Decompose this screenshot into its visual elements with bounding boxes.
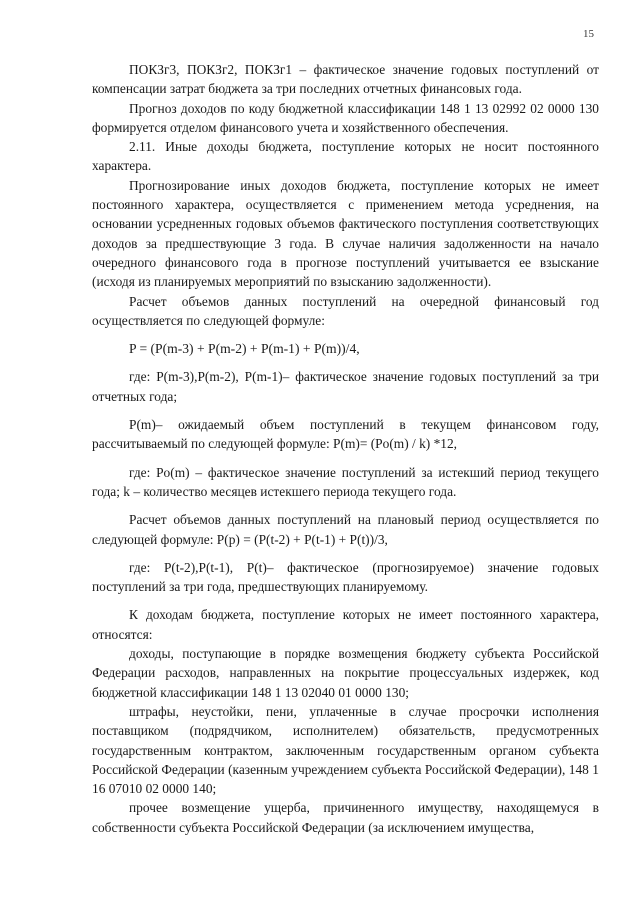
paragraph-formula-where-1: где: P(m-3),P(m-2), P(m-1)– фактическое значение годовых поступлений за три отчетных года;	[92, 369, 599, 404]
paragraph-forecast-code: Прогноз доходов по коду бюджетной классификации 148 1 13 02992 02 0000 130 формируется отделом финансового учета и хозяйственного обеспечения.	[92, 100, 599, 135]
paragraph-calculation-intro: Расчет объемов данных поступлений на очередной финансовый год осуществляется по следующей формуле:	[92, 293, 599, 328]
section-heading-2-11: 2.11. Иные доходы бюджета, поступление которых не носит постоянного характера.	[92, 139, 599, 174]
formula-p-average: P = (P(m-3) + P(m-2) + P(m-1) + P(m))/4,	[129, 341, 360, 357]
page-number: 15	[583, 28, 594, 40]
paragraph-formula-where-2: где: Po(m) – фактическое значение поступлений за истекший период текущего года; k – количество месяцев истекшего периода текущего года.	[92, 464, 599, 499]
paragraph-formula-where-3: где: P(t-2),P(t-1), P(t)– фактическое (прогнозируемое) значение годовых поступлений за три года, предшествующих планируемому.	[92, 559, 599, 595]
paragraph-expected-volume: P(m)– ожидаемый объем поступлений в текущем финансовом году, рассчитываемый по следующей формуле: P(m)= (Po(m) / k) *12,	[92, 417, 599, 452]
paragraph-forecast-method: Прогнозирование иных доходов бюджета, поступление которых не имеет постоянного характера, осуществляется с применением метода усреднения, на основании усредненных годовых объемов фактического поступления соответствующих доходов за предшествующие 3 года. В случае наличия задолженности на начало очередного финансового года в прогнозе поступлений учитывается ее взыскание (исходя из планируемых мероприятий по взысканию задолженности).	[92, 177, 599, 290]
list-item-fines: штрафы, неустойки, пени, уплаченные в случае просрочки исполнения поставщиком (подрядчиком, исполнителем) обязательств, предусмотренных государственным контрактом, заключенным государственным органом субъекта Российской Федерации (казенным учреждением субъекта Российской Федерации), 148 1 16 07010 02 0000 140;	[92, 703, 599, 797]
list-item-damage-compensation: прочее возмещение ущерба, причиненного имуществу, находящемуся в собственности субъекта Российской Федерации (за исключением имущества,	[92, 800, 599, 835]
document-body	[92, 60, 599, 837]
paragraph-income-list-intro: К доходам бюджета, поступление которых не имеет постоянного характера, относятся:	[92, 607, 599, 642]
paragraph-pokz-definition: ПОКЗг3, ПОКЗг2, ПОКЗг1 – фактическое значение годовых поступлений от компенсации затрат бюджета за три последних отчетных финансовых года.	[92, 62, 599, 97]
list-item-procedural-costs: доходы, поступающие в порядке возмещения бюджету субъекта Российской Федерации расходов, направленных на покрытие процессуальных издержек, код бюджетной классификации 148 1 13 02040 01 0000 130;	[92, 646, 599, 700]
paragraph-planning-formula: Расчет объемов данных поступлений на плановый период осуществляется по следующей формуле: P(p) = (P(t-2) + P(t-1) + P(t))/3,	[92, 512, 599, 547]
